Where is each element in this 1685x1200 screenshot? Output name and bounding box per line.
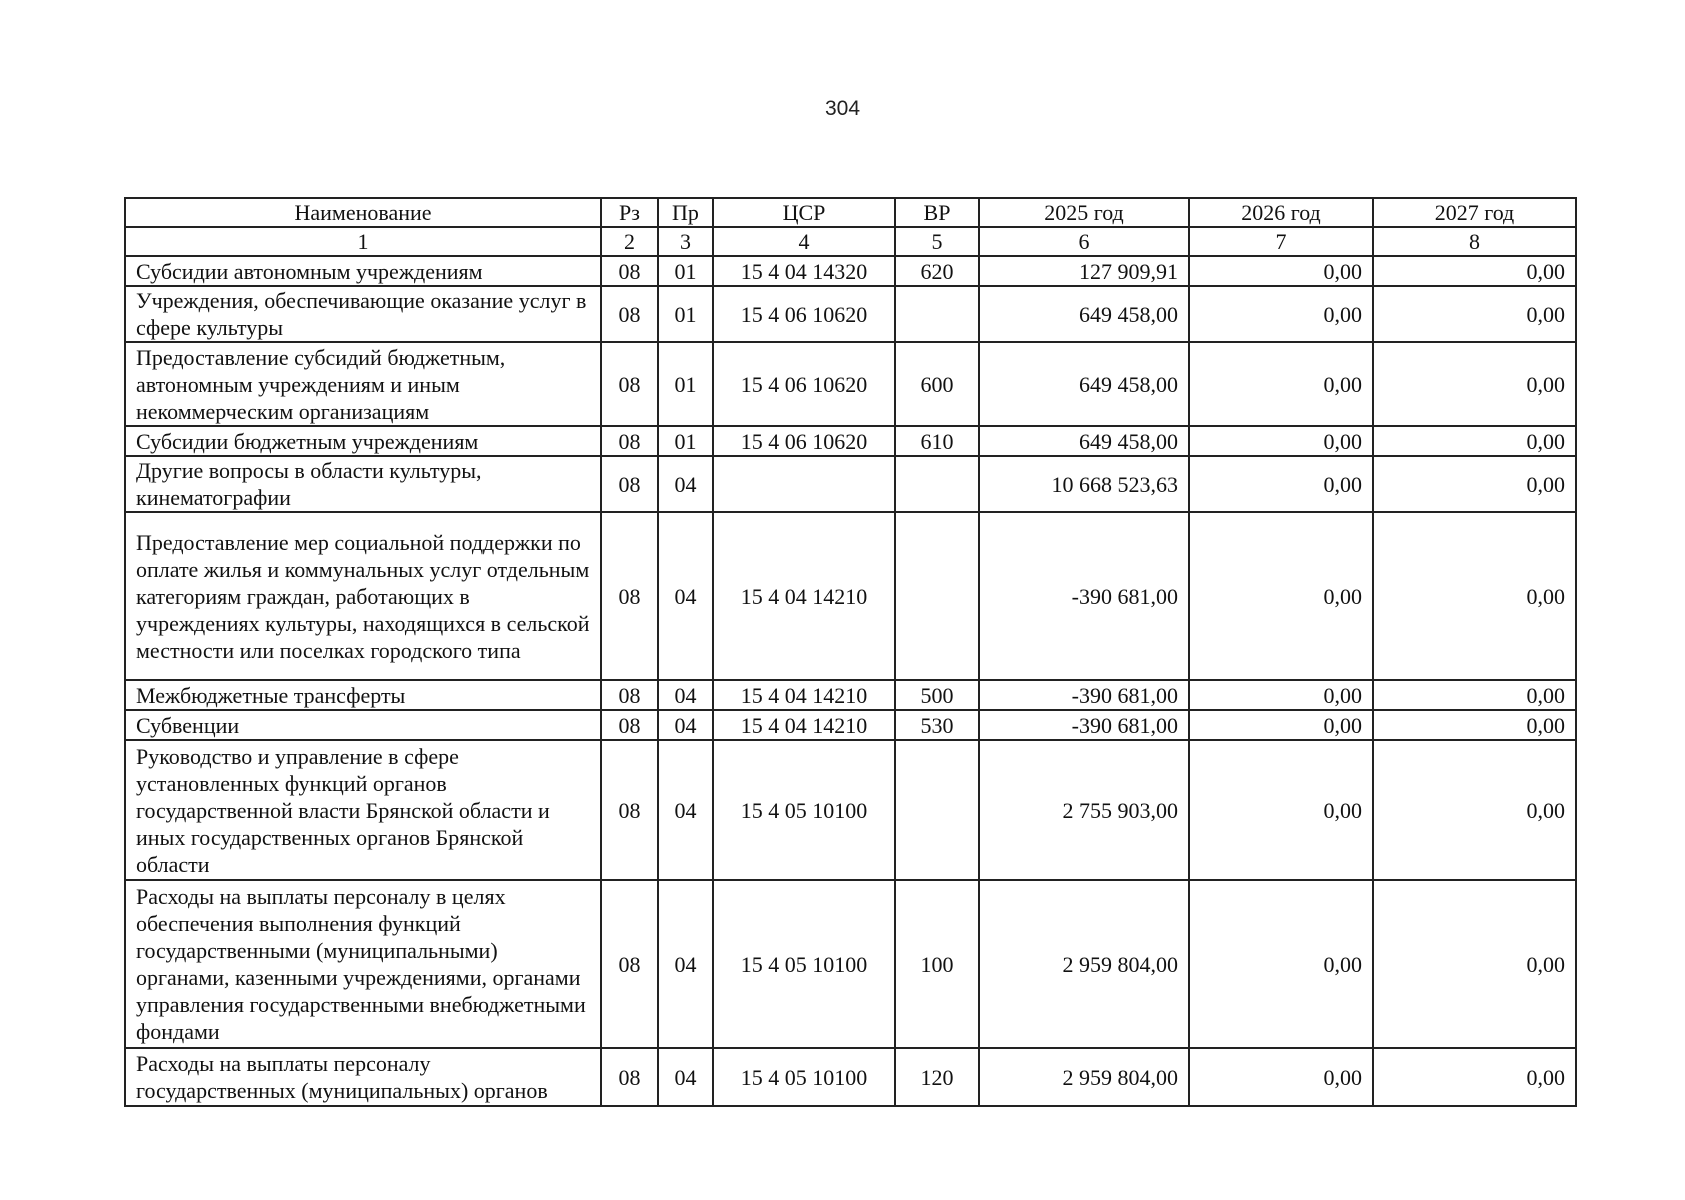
cell-csr: 15 4 04 14320 <box>713 256 895 286</box>
cell-name: Руководство и управление в сфере установленных функций органов государственной власти Брянской области и иных государственных органов Брянской области <box>125 740 601 880</box>
cell-csr: 15 4 06 10620 <box>713 286 895 342</box>
cell-rz: 08 <box>601 342 658 426</box>
header-csr: ЦСР <box>713 198 895 227</box>
cell-2025: 649 458,00 <box>979 342 1189 426</box>
cell-vr: 600 <box>895 342 979 426</box>
cell-name: Субвенции <box>125 710 601 740</box>
cell-vr <box>895 740 979 880</box>
cell-2027: 0,00 <box>1373 740 1576 880</box>
cell-2026: 0,00 <box>1189 456 1373 512</box>
cell-2027: 0,00 <box>1373 680 1576 710</box>
cell-vr: 610 <box>895 426 979 456</box>
cell-2026: 0,00 <box>1189 286 1373 342</box>
cell-csr: 15 4 05 10100 <box>713 880 895 1048</box>
cell-2025: -390 681,00 <box>979 512 1189 680</box>
cell-2027: 0,00 <box>1373 286 1576 342</box>
cell-2025: 2 959 804,00 <box>979 880 1189 1048</box>
cell-2026: 0,00 <box>1189 342 1373 426</box>
cell-2025: 649 458,00 <box>979 286 1189 342</box>
header-pr: Пр <box>658 198 713 227</box>
cell-csr: 15 4 04 14210 <box>713 680 895 710</box>
table-row <box>125 456 1576 512</box>
cell-name: Расходы на выплаты персоналу в целях обеспечения выполнения функций государственными (муниципальными) органами, казенными учреждениями, органами управления государственными внебюджетными фондами <box>125 880 601 1048</box>
cell-name: Предоставление субсидий бюджетным, автономным учреждениям и иным некоммерческим организациям <box>125 342 601 426</box>
cell-pr: 01 <box>658 256 713 286</box>
cell-2025: 127 909,91 <box>979 256 1189 286</box>
cell-name: Предоставление мер социальной поддержки по оплате жилья и коммунальных услуг отдельным категориям граждан, работающих в учреждениях культуры, находящихся в сельской местности или поселках городского типа <box>125 512 601 680</box>
table-body <box>125 198 1576 1106</box>
cell-2026: 0,00 <box>1189 880 1373 1048</box>
cell-name: Другие вопросы в области культуры, кинематографии <box>125 456 601 512</box>
cell-pr: 04 <box>658 680 713 710</box>
cell-vr: 500 <box>895 680 979 710</box>
cell-vr <box>895 512 979 680</box>
header-row <box>125 198 1576 227</box>
cell-2025: -390 681,00 <box>979 680 1189 710</box>
header-name: Наименование <box>125 198 601 227</box>
cell-2025: 2 959 804,00 <box>979 1048 1189 1106</box>
cell-2025: -390 681,00 <box>979 710 1189 740</box>
cell-2027: 0,00 <box>1373 342 1576 426</box>
cell-2026: 0,00 <box>1189 1048 1373 1106</box>
column-number: 6 <box>979 227 1189 256</box>
cell-2026: 0,00 <box>1189 256 1373 286</box>
header-2025: 2025 год <box>979 198 1189 227</box>
column-number: 7 <box>1189 227 1373 256</box>
page-number: 304 <box>824 97 861 120</box>
cell-2027: 0,00 <box>1373 710 1576 740</box>
table-row <box>125 710 1576 740</box>
table-row <box>125 286 1576 342</box>
cell-name: Субсидии автономным учреждениям <box>125 256 601 286</box>
cell-2026: 0,00 <box>1189 740 1373 880</box>
cell-2025: 2 755 903,00 <box>979 740 1189 880</box>
cell-csr: 15 4 05 10100 <box>713 1048 895 1106</box>
cell-rz: 08 <box>601 880 658 1048</box>
cell-name: Учреждения, обеспечивающие оказание услуг в сфере культуры <box>125 286 601 342</box>
cell-csr <box>713 456 895 512</box>
column-number: 5 <box>895 227 979 256</box>
table-row <box>125 426 1576 456</box>
cell-2027: 0,00 <box>1373 256 1576 286</box>
cell-rz: 08 <box>601 256 658 286</box>
table-row <box>125 680 1576 710</box>
header-rz: Рз <box>601 198 658 227</box>
cell-2026: 0,00 <box>1189 512 1373 680</box>
cell-pr: 04 <box>658 512 713 680</box>
cell-name: Расходы на выплаты персоналу государственных (муниципальных) органов <box>125 1048 601 1106</box>
header-vr: ВР <box>895 198 979 227</box>
column-number: 1 <box>125 227 601 256</box>
header-2026: 2026 год <box>1189 198 1373 227</box>
cell-name: Субсидии бюджетным учреждениям <box>125 426 601 456</box>
cell-pr: 04 <box>658 1048 713 1106</box>
table-row <box>125 1048 1576 1106</box>
cell-csr: 15 4 04 14210 <box>713 512 895 680</box>
cell-rz: 08 <box>601 286 658 342</box>
cell-csr: 15 4 04 14210 <box>713 710 895 740</box>
table-row <box>125 512 1576 680</box>
cell-pr: 04 <box>658 880 713 1048</box>
column-number-row <box>125 227 1576 256</box>
table-row <box>125 342 1576 426</box>
cell-rz: 08 <box>601 710 658 740</box>
header-2027: 2027 год <box>1373 198 1576 227</box>
cell-name: Межбюджетные трансферты <box>125 680 601 710</box>
cell-2026: 0,00 <box>1189 680 1373 710</box>
cell-rz: 08 <box>601 1048 658 1106</box>
cell-pr: 04 <box>658 710 713 740</box>
column-number: 2 <box>601 227 658 256</box>
table-row <box>125 880 1576 1048</box>
cell-vr <box>895 286 979 342</box>
cell-pr: 01 <box>658 286 713 342</box>
cell-2025: 10 668 523,63 <box>979 456 1189 512</box>
cell-pr: 04 <box>658 740 713 880</box>
table-row <box>125 740 1576 880</box>
cell-2027: 0,00 <box>1373 426 1576 456</box>
cell-2025: 649 458,00 <box>979 426 1189 456</box>
table-row <box>125 256 1576 286</box>
cell-2027: 0,00 <box>1373 456 1576 512</box>
cell-2027: 0,00 <box>1373 1048 1576 1106</box>
cell-csr: 15 4 06 10620 <box>713 426 895 456</box>
cell-rz: 08 <box>601 426 658 456</box>
cell-rz: 08 <box>601 456 658 512</box>
cell-csr: 15 4 06 10620 <box>713 342 895 426</box>
budget-table <box>124 197 1577 1107</box>
cell-2027: 0,00 <box>1373 880 1576 1048</box>
cell-vr: 620 <box>895 256 979 286</box>
cell-rz: 08 <box>601 740 658 880</box>
cell-pr: 01 <box>658 426 713 456</box>
column-number: 3 <box>658 227 713 256</box>
cell-vr: 120 <box>895 1048 979 1106</box>
cell-pr: 04 <box>658 456 713 512</box>
cell-pr: 01 <box>658 342 713 426</box>
cell-csr: 15 4 05 10100 <box>713 740 895 880</box>
cell-vr: 530 <box>895 710 979 740</box>
cell-rz: 08 <box>601 680 658 710</box>
cell-2026: 0,00 <box>1189 710 1373 740</box>
cell-2026: 0,00 <box>1189 426 1373 456</box>
column-number: 8 <box>1373 227 1576 256</box>
cell-rz: 08 <box>601 512 658 680</box>
column-number: 4 <box>713 227 895 256</box>
cell-2027: 0,00 <box>1373 512 1576 680</box>
cell-vr: 100 <box>895 880 979 1048</box>
cell-vr <box>895 456 979 512</box>
